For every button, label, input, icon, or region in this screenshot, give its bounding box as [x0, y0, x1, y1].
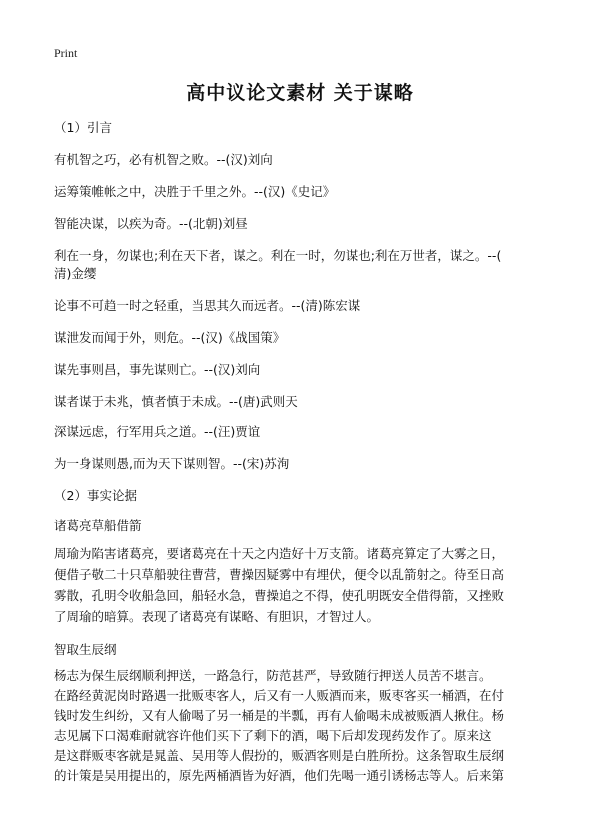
story-text-line: 在路经黄泥岗时路遇一批贩枣客人，后又有一人贩酒而来，贩枣客买一桶酒，在付	[54, 688, 505, 703]
page-title: 高中议论文素材 关于谋略	[186, 82, 414, 104]
story-text-line: 了周瑜的暗算。表现了诸葛亮有谋略、有胆识，才智过人。	[54, 609, 380, 624]
quote-line: 深谋远虑，行军用兵之道。--(汪)贾谊	[54, 424, 261, 439]
section-heading-intro: （1）引言	[54, 120, 112, 135]
quote-line-continued: 清)金缨	[54, 266, 97, 281]
story-text-line: 杨志为保生辰纲顺利押送，一路急行，防范甚严，导致随行押送人员苦不堪言。	[54, 668, 492, 683]
story-text-line: 便借子敬二十只草船驶往曹营，曹操因疑雾中有埋伏，便令以乱箭射之。待至日高	[54, 567, 505, 582]
quote-line: 谋者谋于未兆，慎者慎于未成。--(唐)武则天	[54, 394, 298, 409]
quote-line: 智能决谋，以疾为奇。--(北朝)刘昼	[54, 216, 248, 231]
section-heading-facts: （2）事实论据	[54, 488, 137, 503]
quote-line: 为一身谋则愚,而为天下谋则智。--(宋)苏洵	[54, 456, 290, 471]
print-link[interactable]: Print	[54, 46, 78, 60]
story-text-line: 的计策是吴用提出的，原先两桶酒皆为好酒，他们先喝一通引诱杨志等人。后来第	[54, 768, 505, 783]
story-title: 诸葛亮草船借箭	[54, 518, 142, 533]
quote-line: 利在一身，勿谋也;利在天下者，谋之。利在一时，勿谋也;利在万世者，谋之。--(	[54, 248, 502, 263]
story-text-line: 周瑜为陷害诸葛亮，要诸葛亮在十天之内造好十万支箭。诸葛亮算定了大雾之日，	[54, 546, 505, 561]
story-text-line: 雾散，孔明令收船急回，船轻水急，曹操追之不得，使孔明既安全借得箭，又挫败	[54, 588, 505, 603]
quote-line: 谋泄发而闻于外，则危。--(汉)《战国策》	[54, 330, 286, 345]
quote-line: 谋先事则昌，事先谋则亡。--(汉)刘向	[54, 362, 261, 377]
quote-line: 有机智之巧，必有机智之败。--(汉)刘向	[54, 152, 273, 167]
story-text-line: 志见属下口渴难耐就容许他们买下了剩下的酒，喝下后却发现药发作了。原来这	[54, 728, 492, 743]
story-title: 智取生辰纲	[54, 642, 117, 657]
story-text-line: 是这群贩枣客就是晁盖、吴用等人假扮的，贩酒客则是白胜所扮。这条智取生辰纲	[54, 748, 505, 763]
quote-line: 论事不可趋一时之轻重，当思其久而远者。--(清)陈宏谋	[54, 298, 361, 313]
quote-line: 运筹策帷帐之中，决胜于千里之外。--(汉)《史记》	[54, 184, 336, 199]
story-text-line: 钱时发生纠纷，又有人偷喝了另一桶是的半瓢，再有人偷喝未成被贩酒人揪住。杨	[54, 708, 505, 723]
